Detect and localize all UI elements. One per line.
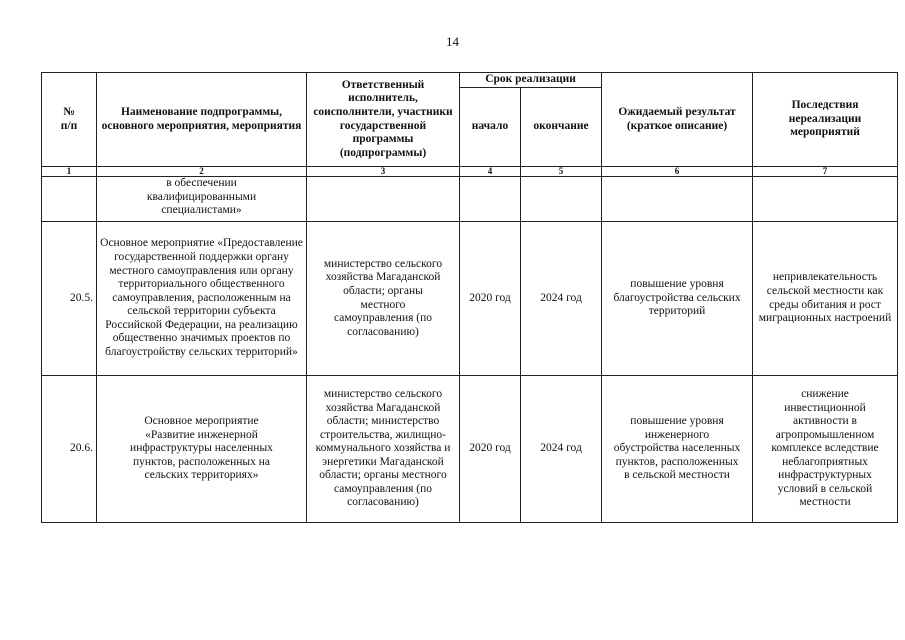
row-name: Основное мероприятие «Предоставление государственной поддержки органу местного самоуправления или органу территориального общественного самоуправления, расположенным на сельской территории субъекта Российской Федерации, на реализацию общественно значимых проектов по благоустройству сельских территорий» [97, 222, 307, 376]
column-number: 6 [602, 167, 753, 177]
column-number-row [42, 167, 898, 177]
empty-cell [460, 177, 521, 222]
table-row [42, 376, 898, 523]
row-start: 2020 год [460, 222, 521, 376]
header-result: Ожидаемый результат (краткое описание) [602, 73, 753, 167]
page-number: 14 [446, 34, 459, 49]
empty-cell [42, 177, 97, 222]
header-period: Срок реализации [460, 73, 602, 88]
header-end: окончание [521, 88, 602, 167]
header-name: Наименование подпрограммы, основного мероприятия, мероприятия [97, 73, 307, 167]
row-executor: министерство сельского хозяйства Магаданской области; органы местного самоуправления (по согласованию) [307, 222, 460, 376]
column-number: 4 [460, 167, 521, 177]
row-number: 20.6. [42, 376, 97, 523]
empty-cell [307, 177, 460, 222]
table-row [42, 222, 898, 376]
row-result: повышение уровня благоустройства сельских территорий [602, 222, 753, 376]
program-table [41, 72, 898, 523]
header-start: начало [460, 88, 521, 167]
header-consequence: Последствия нереализации мероприятий [753, 73, 898, 167]
column-number: 1 [42, 167, 97, 177]
empty-cell [602, 177, 753, 222]
row-end: 2024 год [521, 376, 602, 523]
header-executor: Ответственный исполнитель, соисполнители, участники государственной программы (подпрограммы) [307, 73, 460, 167]
row-executor: министерство сельского хозяйства Магаданской области; министерство строительства, жилищно-коммунального хозяйства и энергетики Магаданской области; органы местного самоуправления (по согласованию) [307, 376, 460, 523]
column-number: 3 [307, 167, 460, 177]
column-number: 5 [521, 167, 602, 177]
column-number: 7 [753, 167, 898, 177]
empty-cell [753, 177, 898, 222]
row-consequence: непривлекательность сельской местности как среды обитания и рост миграционных настроений [753, 222, 898, 376]
row-name: Основное мероприятие «Развитие инженерной инфраструктуры населенных пунктов, расположенных на сельских территориях» [97, 376, 307, 523]
empty-cell [521, 177, 602, 222]
header-number: № п/п [42, 73, 97, 167]
continuation-name: в обеспечении квалифицированными специалистами» [97, 177, 307, 222]
continuation-row [42, 177, 898, 222]
row-number: 20.5. [42, 222, 97, 376]
column-number: 2 [97, 167, 307, 177]
row-result: повышение уровня инженерного обустройства населенных пунктов, расположенных в сельской местности [602, 376, 753, 523]
row-end: 2024 год [521, 222, 602, 376]
row-start: 2020 год [460, 376, 521, 523]
row-consequence: снижение инвестиционной активности в агропромышленном комплексе вследствие неблагоприятных инфраструктурных условий в сельской местности [753, 376, 898, 523]
